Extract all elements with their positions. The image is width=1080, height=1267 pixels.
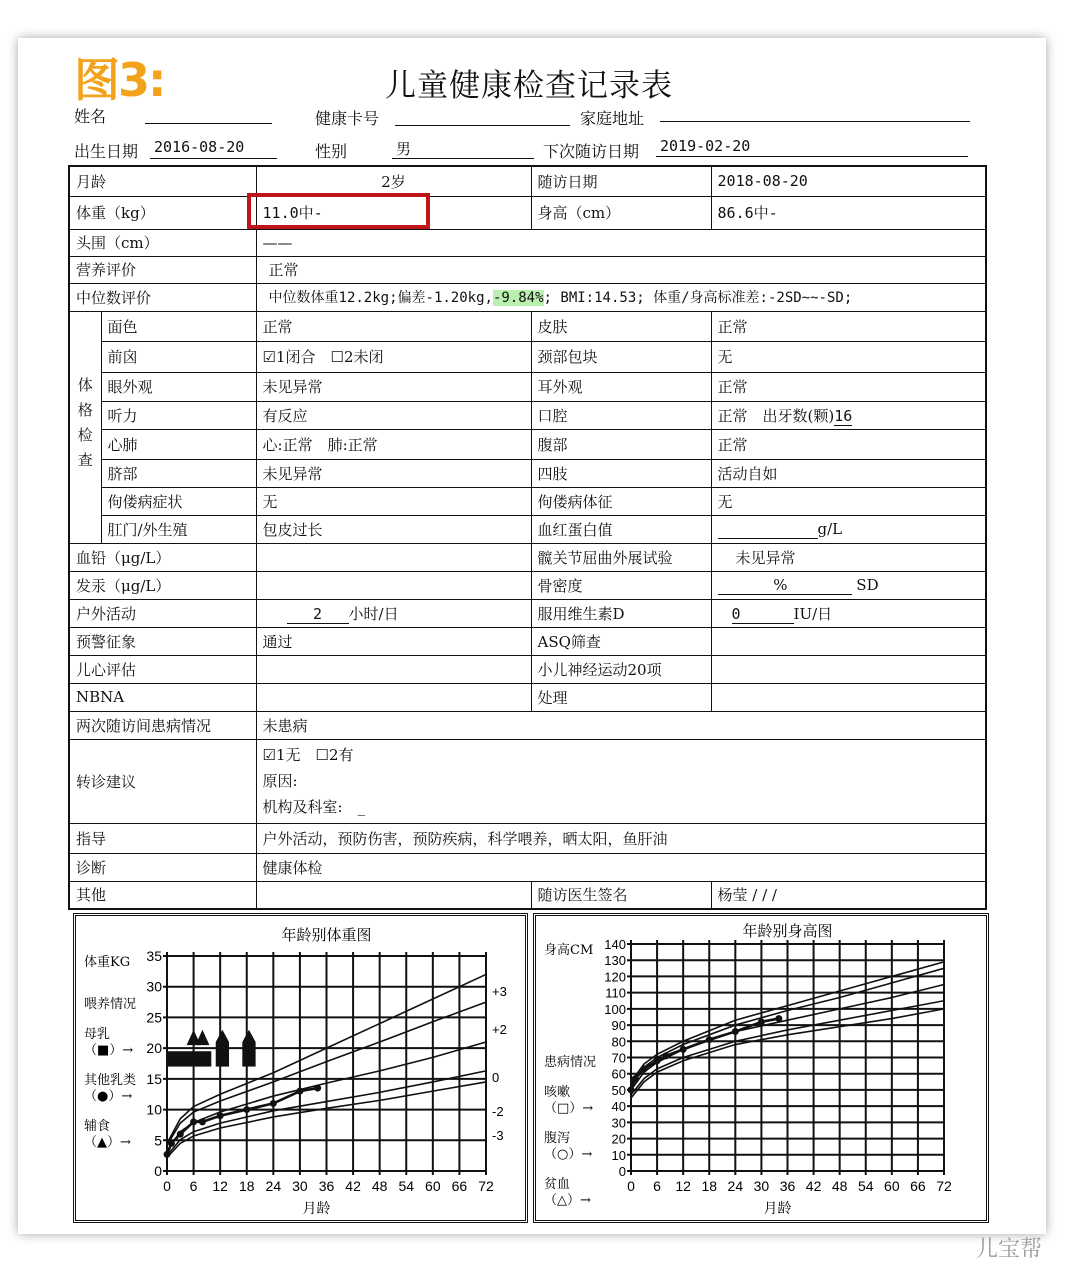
diagnosis-value: 健康体检	[256, 853, 986, 881]
y-tick-label: 40	[611, 1099, 626, 1115]
illness-value: 未患病	[256, 711, 986, 739]
legend-item: 腹泻（○）→	[544, 1131, 593, 1162]
guidance-value: 户外活动，预防伤害，预防疾病，科学喂养，晒太阳，鱼肝油	[256, 823, 986, 853]
visit-label: 随访日期	[531, 166, 711, 196]
y-tick-label: 15	[146, 1070, 162, 1087]
x-tick-label: 48	[831, 1178, 848, 1194]
x-tick-label: 42	[345, 1178, 361, 1194]
bone-density-label: 骨密度	[531, 571, 711, 599]
exam-value: 心:正常 肺:正常	[256, 429, 531, 459]
referral-options: ☑1无 ☐2有	[262, 746, 354, 764]
child-data-point	[296, 1088, 303, 1095]
x-tick-label: 42	[805, 1178, 822, 1194]
exam-label: 面色	[101, 311, 256, 341]
x-tick-label: 66	[451, 1178, 468, 1194]
median-text: 中位数体重12.2kg;偏差-1.20kg,	[268, 290, 493, 306]
exam-section-label: 体格检查	[69, 311, 101, 543]
sd-label: -3	[492, 1128, 504, 1143]
exam-label: 皮肤	[531, 311, 711, 341]
y-tick-label: 30	[146, 978, 162, 995]
child-data-point	[164, 1151, 171, 1158]
outdoor-label: 户外活动	[69, 599, 256, 627]
legend-item: 咳嗽（□）→	[544, 1085, 594, 1116]
y-tick-label: 50	[611, 1082, 626, 1098]
y-tick-label: 0	[618, 1164, 626, 1179]
address-label: 家庭地址	[580, 109, 645, 128]
legend-item: 其他乳类（●）→	[84, 1073, 137, 1104]
height-value: 86.6中-	[711, 196, 986, 229]
nutrition-value: 正常	[256, 256, 986, 283]
y-tick-label: 20	[146, 1040, 162, 1057]
hemoglobin-unit: g/L	[817, 519, 843, 538]
exam-label: 血红蛋白值	[531, 515, 711, 543]
vitamin-d-label: 服用维生素D	[531, 599, 711, 627]
exam-label: 四肢	[531, 459, 711, 487]
referral-label: 转诊建议	[69, 739, 256, 823]
next-visit-label: 下次随访日期	[543, 142, 640, 161]
nbna-value	[256, 683, 531, 711]
exam-label: 佝偻病体征	[531, 487, 711, 515]
sex-label: 性别	[315, 142, 348, 161]
figure-label: 图3:	[74, 53, 165, 107]
x-tick-label: 24	[727, 1178, 744, 1194]
treatment-label: 处理	[531, 683, 711, 711]
y-axis-label: 身高CM	[544, 943, 594, 958]
child-data-point	[199, 1118, 206, 1125]
exam-label: 佝偻病症状	[101, 487, 256, 515]
watermark: 儿宝帮	[975, 1237, 1042, 1262]
asq-value	[711, 627, 986, 655]
exam-label: 前囟	[101, 341, 256, 372]
vitamin-d-value: 0	[732, 605, 794, 624]
exam-value: 正常	[711, 429, 986, 459]
birth-label: 出生日期	[74, 142, 139, 161]
height-for-age-chart	[536, 916, 986, 1220]
hip-test-label: 髋关节屈曲外展试验	[531, 543, 711, 571]
exam-label: 心肺	[101, 429, 256, 459]
legend-item: 贫血（△）→	[544, 1177, 591, 1208]
sd-label: +2	[492, 1022, 507, 1037]
x-tick-label: 72	[936, 1178, 952, 1194]
referral-dept: 机构及科室: _	[262, 798, 366, 816]
child-data-point	[628, 1086, 635, 1093]
complementary-food-triangle	[242, 1030, 255, 1042]
record-table	[68, 165, 987, 910]
x-tick-label: 36	[318, 1178, 335, 1194]
weight-label: 体重（kg）	[69, 196, 256, 229]
child-data-point	[758, 1018, 765, 1025]
exam-value: 无	[256, 487, 531, 515]
median-label: 中位数评价	[69, 283, 256, 311]
exam-value: 活动自如	[711, 459, 986, 487]
sd-label: +3	[492, 984, 507, 999]
exam-label: 脐部	[101, 459, 256, 487]
exam-value: 正常	[711, 372, 986, 401]
x-tick-label: 0	[627, 1178, 635, 1194]
exam-value: 未见异常	[256, 459, 531, 487]
complementary-food-triangle	[216, 1030, 229, 1042]
weight-chart-panel	[73, 913, 528, 1223]
child-data-point	[706, 1036, 713, 1043]
child-data-point	[177, 1131, 184, 1138]
asq-label: ASQ筛查	[531, 627, 711, 655]
other-value	[256, 881, 531, 909]
child-data-point	[775, 1015, 782, 1022]
y-tick-label: 130	[604, 953, 626, 969]
x-tick-label: 18	[701, 1178, 718, 1194]
mercury-value	[256, 571, 531, 599]
exam-value: 正常	[711, 311, 986, 341]
weight-highlight-box	[247, 193, 430, 229]
page-title: 儿童健康检查记录表	[385, 68, 673, 104]
neuro-value	[711, 655, 986, 683]
nutrition-label: 营养评价	[69, 256, 256, 283]
exam-label: 听力	[101, 401, 256, 429]
sd-label: -2	[492, 1104, 504, 1119]
card-label: 健康卡号	[315, 109, 380, 128]
child-data-point	[217, 1112, 224, 1119]
chart-title: 年龄别身高图	[742, 922, 833, 940]
child-growth-line	[167, 1088, 318, 1154]
x-tick-label: 24	[265, 1178, 282, 1194]
chart-title: 年龄别体重图	[281, 926, 372, 944]
x-tick-label: 6	[653, 1178, 661, 1194]
y-tick-label: 70	[611, 1050, 626, 1066]
x-tick-label: 72	[478, 1178, 494, 1194]
y-tick-label: 35	[146, 948, 162, 964]
exam-value: 正常	[256, 311, 531, 341]
psych-value	[256, 655, 531, 683]
x-tick-label: 60	[425, 1178, 441, 1194]
warning-value: 通过	[256, 627, 531, 655]
outdoor-hours: 2	[287, 605, 349, 624]
referral-reason: 原因:	[262, 772, 298, 790]
legend-item: 母乳（■）→	[84, 1027, 134, 1058]
address-field	[660, 102, 970, 122]
vitamin-d-unit: IU/日	[793, 604, 833, 623]
neuro-label: 小儿神经运动20项	[531, 655, 711, 683]
x-tick-label: 66	[910, 1178, 926, 1194]
y-tick-label: 25	[146, 1009, 162, 1026]
complementary-food-bar	[216, 1042, 229, 1067]
nbna-label: NBNA	[69, 683, 256, 711]
name-label: 姓名	[74, 107, 107, 126]
legend-item: 辅食（▲）→	[84, 1119, 131, 1150]
exam-label: 肛门/外生殖	[101, 515, 256, 543]
x-tick-label: 54	[398, 1178, 415, 1194]
exam-value: 无	[711, 487, 986, 515]
breastfeeding-bar	[167, 1051, 211, 1066]
outdoor-unit: 小时/日	[348, 604, 399, 623]
mercury-label: 发汞（μg/L）	[69, 571, 256, 599]
exam-value: 无	[711, 341, 986, 372]
weight-for-age-chart	[76, 916, 526, 1220]
exam-value: 有反应	[256, 401, 531, 429]
illness-label: 两次随访间患病情况	[69, 711, 256, 739]
exam-value: 未见异常	[256, 372, 531, 401]
x-tick-label: 6	[189, 1178, 198, 1194]
y-tick-label: 5	[154, 1132, 162, 1149]
treatment-value	[711, 683, 986, 711]
y-tick-label: 10	[611, 1147, 626, 1163]
child-data-point	[314, 1085, 321, 1092]
x-tick-label: 12	[212, 1178, 228, 1194]
exam-label: 耳外观	[531, 372, 711, 401]
visit-value: 2018-08-20	[711, 166, 986, 196]
head-value: ——	[256, 229, 986, 256]
median-deviation-highlight: -9.84%	[492, 290, 544, 306]
y-tick-label: 90	[611, 1018, 626, 1034]
x-axis-label: 月龄	[302, 1201, 331, 1217]
x-tick-label: 0	[163, 1178, 171, 1194]
exam-label: 颈部包块	[531, 341, 711, 372]
median-bmi-text: ; BMI:14.53; 体重/身高标准差:-2SD~~-SD;	[543, 290, 853, 306]
y-tick-label: 10	[146, 1101, 162, 1118]
x-tick-label: 54	[857, 1178, 874, 1194]
x-tick-label: 18	[238, 1178, 255, 1194]
name-field	[145, 104, 272, 124]
y-tick-label: 20	[611, 1131, 626, 1147]
sd-label: 0	[492, 1070, 500, 1085]
doctor-signature: 杨莹 / / /	[711, 881, 986, 909]
card-field	[395, 104, 570, 126]
other-label: 其他	[69, 881, 256, 909]
y-tick-label: 110	[605, 985, 626, 1001]
child-data-point	[662, 1052, 669, 1059]
lead-value	[256, 543, 531, 571]
x-tick-label: 48	[371, 1178, 388, 1194]
guidance-label: 指导	[69, 823, 256, 853]
y-tick-label: 120	[604, 969, 626, 985]
bone-density-sd: SD	[856, 575, 879, 594]
exam-value: 正常 出牙数(颗)	[717, 406, 835, 425]
psych-label: 儿心评估	[69, 655, 256, 683]
birth-field: 2016-08-20	[150, 138, 277, 159]
diagnosis-label: 诊断	[69, 853, 256, 881]
legend-item: 患病情况	[544, 1055, 597, 1070]
age-label: 月龄	[69, 166, 256, 196]
hip-test-value: 未见异常	[711, 543, 986, 571]
x-tick-label: 30	[292, 1178, 308, 1194]
y-tick-label: 100	[604, 1001, 626, 1017]
x-tick-label: 60	[884, 1178, 900, 1194]
x-tick-label: 30	[753, 1178, 770, 1194]
height-chart-panel	[533, 913, 989, 1223]
child-data-point	[632, 1075, 639, 1082]
child-data-point	[270, 1100, 277, 1107]
y-axis-label: 体重KG	[84, 955, 131, 970]
age-value: 2岁	[256, 166, 531, 196]
exam-value: ☑1闭合 ☐2未闭	[256, 341, 531, 372]
child-data-point	[190, 1118, 197, 1125]
lead-label: 血铅（μg/L）	[69, 543, 256, 571]
height-label: 身高（cm）	[531, 196, 711, 229]
legend-item: 喂养情况	[84, 997, 137, 1012]
x-tick-label: 36	[779, 1178, 796, 1194]
head-label: 头围（cm）	[69, 229, 256, 256]
exam-value: 包皮过长	[256, 515, 531, 543]
exam-label: 眼外观	[101, 372, 256, 401]
next-visit-field: 2019-02-20	[656, 137, 968, 157]
x-axis-label: 月龄	[763, 1201, 792, 1217]
complementary-food-bar	[242, 1042, 255, 1067]
sex-field: 男	[392, 138, 534, 159]
bone-density-percent: %	[718, 576, 788, 595]
child-data-point	[168, 1140, 175, 1147]
y-tick-label: 60	[611, 1066, 626, 1082]
doctor-label: 随访医生签名	[531, 881, 711, 909]
complementary-food-triangle	[195, 1030, 209, 1045]
exam-label: 腹部	[531, 429, 711, 459]
child-data-point	[680, 1046, 687, 1053]
warning-label: 预警征象	[69, 627, 256, 655]
child-data-point	[641, 1065, 648, 1072]
teeth-count: 16	[834, 406, 853, 425]
child-data-point	[654, 1057, 661, 1064]
y-tick-label: 0	[154, 1163, 162, 1179]
y-tick-label: 30	[611, 1115, 626, 1131]
weight-value: 11.0中-	[256, 196, 531, 229]
y-tick-label: 140	[604, 937, 626, 952]
exam-label: 口腔	[531, 401, 711, 429]
child-data-point	[732, 1028, 739, 1035]
x-tick-label: 12	[675, 1178, 691, 1194]
y-tick-label: 80	[611, 1034, 626, 1050]
child-data-point	[243, 1106, 250, 1113]
